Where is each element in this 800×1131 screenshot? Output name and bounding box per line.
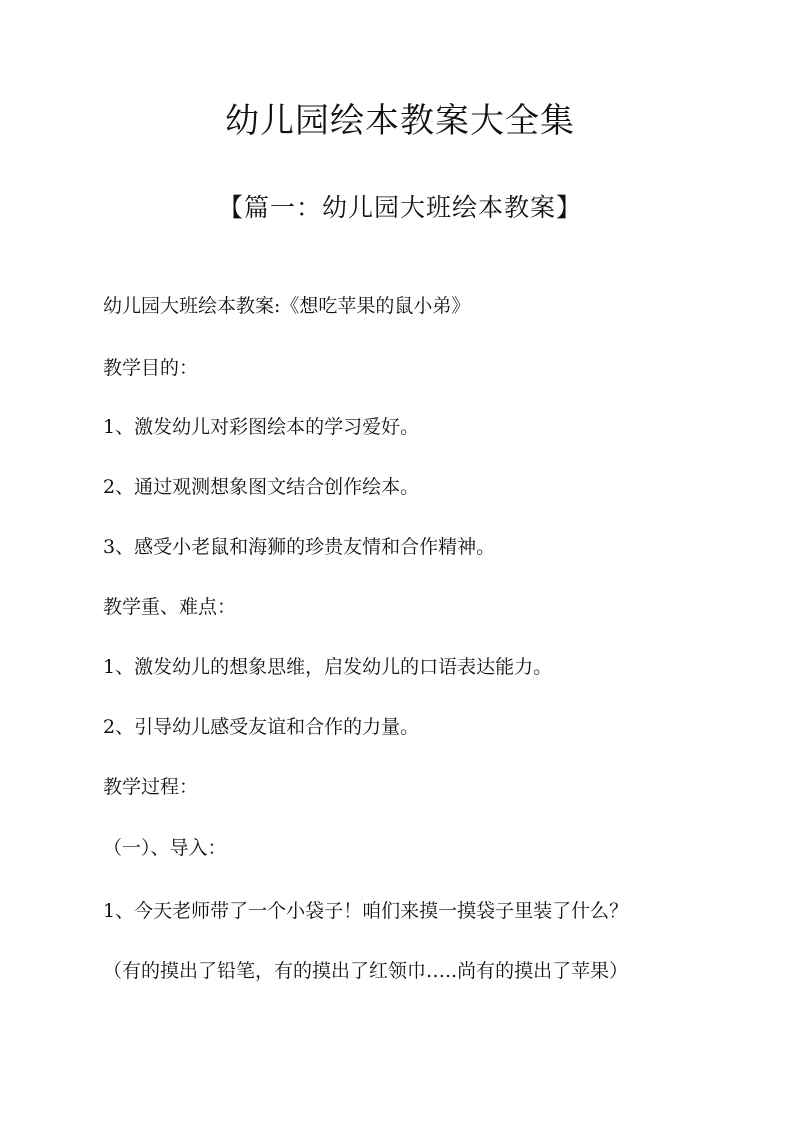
- teaching-process-heading: 教学过程：: [103, 776, 199, 798]
- goal-item-1: 1、激发幼儿对彩图绘本的学习爱好。: [103, 416, 420, 438]
- key-points-heading: 教学重、难点：: [103, 596, 237, 618]
- goal-item-2: 2、通过观测想象图文结合创作绘本。: [103, 476, 420, 498]
- process-step-intro-heading: （一）、导入：: [103, 837, 227, 859]
- goal-item-3: 3、感受小老鼠和海狮的珍贵友情和合作精神。: [103, 536, 496, 558]
- key-point-item-1: 1、激发幼儿的想象思维，启发幼儿的口语表达能力。: [103, 656, 553, 678]
- process-step-1: 1、今天老师带了一个小袋子！咱们来摸一摸袋子里装了什么？: [103, 900, 629, 922]
- section-heading: 【篇一：幼儿园大班绘本教案】: [217, 193, 582, 222]
- process-step-1-note: （有的摸出了铅笔，有的摸出了红领巾…..尚有的摸出了苹果）: [103, 960, 629, 982]
- teaching-goals-heading: 教学目的：: [103, 357, 199, 379]
- key-point-item-2: 2、引导幼儿感受友谊和合作的力量。: [103, 716, 420, 738]
- lesson-title-line: 幼儿园大班绘本教案:《想吃苹果的鼠小弟》: [103, 295, 471, 317]
- document-title: 幼儿园绘本教案大全集: [225, 101, 575, 141]
